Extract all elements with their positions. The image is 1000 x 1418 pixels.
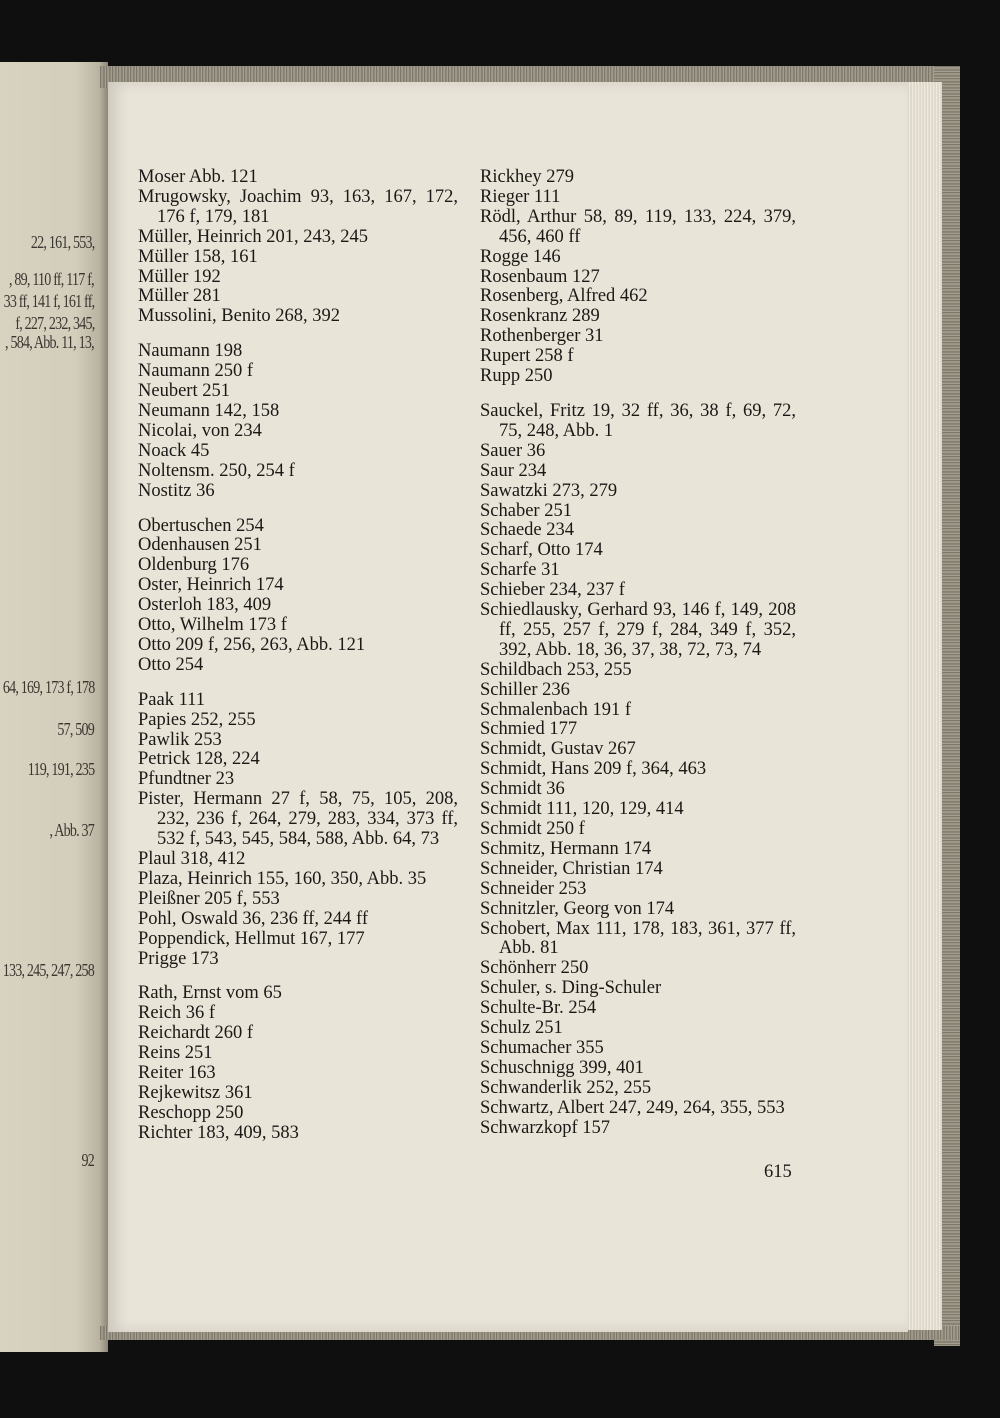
index-entry: Rupp 250 — [480, 366, 553, 387]
index-entry: Richter 183, 409, 583 — [138, 1122, 299, 1143]
index-entry: Schuler, s. Ding-Schuler — [480, 978, 662, 999]
index-entry: Noltensm. 250, 254 f — [138, 460, 295, 481]
index-entry: Prigge 173 — [138, 948, 219, 969]
index-entry: Schwarzkopf 157 — [480, 1117, 610, 1138]
index-entry: Paak 111 — [138, 689, 205, 710]
index-entry: Reiter 163 — [138, 1063, 216, 1084]
index-column-left — [138, 168, 458, 1144]
left-page-fragment: 92 — [81, 1150, 94, 1170]
index-entry: Schaber 251 — [480, 500, 572, 521]
index-entry: Schulz 251 — [480, 1018, 563, 1039]
index-entry: Müller 192 — [138, 266, 221, 287]
index-entry: Schiedlausky, Gerhard 93, 146 f, 149, 208 ff, 255, 257 f, 279 f, 284, 349 f, 352, 392, Abb. 18, 36, 37, 38, 72, 73, 74 — [480, 600, 796, 660]
index-entry: Reichardt 260 f — [138, 1023, 254, 1044]
index-entry: Schumacher 355 — [480, 1037, 604, 1058]
index-entry: Müller 281 — [138, 286, 221, 307]
index-entry: Schuschnigg 399, 401 — [480, 1057, 644, 1078]
letter-group-gap — [480, 387, 796, 402]
index-entry: Schnitzler, Georg von 174 — [480, 898, 675, 919]
index-entry: Papies 252, 255 — [138, 709, 256, 730]
index-entry: Rath, Ernst vom 65 — [138, 983, 282, 1004]
index-entry: Schmidt, Hans 209 f, 364, 463 — [480, 759, 707, 780]
index-entry: Schmitz, Hermann 174 — [480, 838, 652, 859]
index-entry: Schmied 177 — [480, 719, 578, 740]
index-entry: Petrick 128, 224 — [138, 749, 260, 770]
index-entry: Nicolai, von 234 — [138, 420, 262, 441]
index-entry: Reschopp 250 — [138, 1102, 244, 1123]
index-entry: Rosenbaum 127 — [480, 266, 600, 287]
page-number: 615 — [764, 1162, 792, 1182]
letter-group-gap — [138, 969, 458, 984]
index-entry: Rosenberg, Alfred 462 — [480, 286, 648, 307]
index-entry: Rieger 111 — [480, 186, 561, 207]
index-entry: Schmidt 250 f — [480, 819, 585, 839]
index-entry: Otto, Wilhelm 173 f — [138, 615, 287, 636]
index-entry: Poppendick, Hellmut 167, 177 — [138, 928, 365, 949]
index-entry: Pleißner 205 f, 553 — [138, 888, 280, 909]
index-entry: Schneider, Christian 174 — [480, 858, 663, 879]
index-entry: Müller 158, 161 — [138, 246, 258, 267]
index-entry: Schobert, Max 111, 178, 183, 361, 377 ff, Abb. 81 — [480, 918, 796, 959]
left-page-fragment: , 89, 110 ff, 117 f, — [9, 269, 94, 289]
index-entry: Schulte-Br. 254 — [480, 998, 597, 1019]
index-column-right — [480, 168, 796, 1139]
left-page-fragment: f, 227, 232, 345, — [14, 313, 94, 333]
index-entry: Rosenkranz 289 — [480, 306, 600, 327]
letter-group-gap — [138, 502, 458, 517]
index-entry: Schildbach 253, 255 — [480, 659, 632, 680]
index-entry: Sauckel, Fritz 19, 32 ff, 36, 38 f, 69, 72, 75, 248, Abb. 1 — [480, 400, 796, 441]
left-page-edge — [0, 62, 108, 1352]
index-page — [108, 82, 908, 1332]
index-entry: Schönherr 250 — [480, 958, 589, 979]
index-entry: Plaza, Heinrich 155, 160, 350, Abb. 35 — [138, 868, 427, 889]
page-stack-edges — [906, 82, 942, 1330]
index-entry: Rogge 146 — [480, 246, 561, 267]
index-entry: Rejkewitsz 361 — [138, 1082, 253, 1103]
index-entry: Odenhausen 251 — [138, 535, 262, 556]
index-entry: Pister, Hermann 27 f, 58, 75, 105, 208, 232, 236 f, 264, 279, 283, 334, 373 ff, 532 f, 543, 545, 584, 588, Abb. 64, 73 — [138, 789, 458, 850]
index-entry: Schaede 234 — [480, 520, 575, 541]
index-entry: Schwanderlik 252, 255 — [480, 1077, 652, 1098]
index-entry: Reich 36 f — [138, 1003, 216, 1024]
letter-group-gap — [138, 327, 458, 342]
index-entry: Scharfe 31 — [480, 560, 560, 581]
left-page-fragment: , Abb. 37 — [49, 820, 94, 840]
index-entry: Reins 251 — [138, 1043, 213, 1064]
left-page-fragment: 133, 245, 247, 258 — [2, 960, 94, 980]
index-entry: Pfundtner 23 — [138, 769, 235, 790]
index-entry: Schwartz, Albert 247, 249, 264, 355, 553 — [480, 1097, 785, 1118]
index-entry: Rupert 258 f — [480, 346, 574, 367]
index-entry: Otto 209 f, 256, 263, Abb. 121 — [138, 634, 366, 655]
left-page-fragment: 22, 161, 553, — [30, 232, 94, 252]
left-page-fragment: 119, 191, 235 — [27, 759, 94, 779]
index-entry: Oldenburg 176 — [138, 555, 250, 576]
index-entry: Naumann 250 f — [138, 361, 254, 382]
index-entry: Noack 45 — [138, 440, 210, 461]
letter-group-gap — [138, 676, 458, 691]
index-entry: Schmidt, Gustav 267 — [480, 739, 636, 760]
index-entry: Schmalenbach 191 f — [480, 699, 632, 720]
index-entry: Rickhey 279 — [480, 167, 575, 187]
index-entry: Mussolini, Benito 268, 392 — [138, 306, 340, 327]
left-page-fragment: 64, 169, 173 f, 178 — [2, 677, 94, 697]
left-page-fragment: , 584, Abb. 11, 13, — [5, 332, 94, 352]
index-entry: Schneider 253 — [480, 878, 587, 899]
left-page-fragment: 33 ff, 141 f, 161 ff, — [3, 291, 94, 311]
index-entry: Neumann 142, 158 — [138, 400, 280, 421]
index-entry: Müller, Heinrich 201, 243, 245 — [138, 226, 368, 247]
index-entry: Pohl, Oswald 36, 236 ff, 244 ff — [138, 908, 369, 929]
index-entry: Otto 254 — [138, 654, 204, 675]
index-entry: Schmidt 111, 120, 129, 414 — [480, 799, 684, 820]
index-entry: Pawlik 253 — [138, 729, 222, 750]
index-entry: Sauer 36 — [480, 440, 546, 461]
index-entry: Moser Abb. 121 — [138, 167, 258, 187]
index-entry: Oster, Heinrich 174 — [138, 575, 284, 596]
index-entry: Schieber 234, 237 f — [480, 580, 625, 601]
index-entry: Osterloh 183, 409 — [138, 595, 272, 616]
index-entry: Schmidt 36 — [480, 779, 565, 800]
index-entry: Sawatzki 273, 279 — [480, 480, 618, 501]
index-entry: Rödl, Arthur 58, 89, 119, 133, 224, 379, 456, 460 ff — [480, 206, 796, 247]
left-page-fragment: 57, 509 — [57, 719, 94, 739]
index-entry: Schiller 236 — [480, 679, 570, 700]
index-entry: Naumann 198 — [138, 341, 243, 362]
index-entry: Rothenberger 31 — [480, 326, 604, 347]
index-entry: Plaul 318, 412 — [138, 849, 246, 869]
index-entry: Nostitz 36 — [138, 480, 215, 501]
index-entry: Saur 234 — [480, 460, 547, 481]
index-entry: Neubert 251 — [138, 381, 230, 402]
index-entry: Scharf, Otto 174 — [480, 540, 603, 561]
index-entry: Mrugowsky, Joachim 93, 163, 167, 172, 176 f, 179, 181 — [138, 186, 458, 227]
index-entry: Obertuschen 254 — [138, 515, 264, 536]
